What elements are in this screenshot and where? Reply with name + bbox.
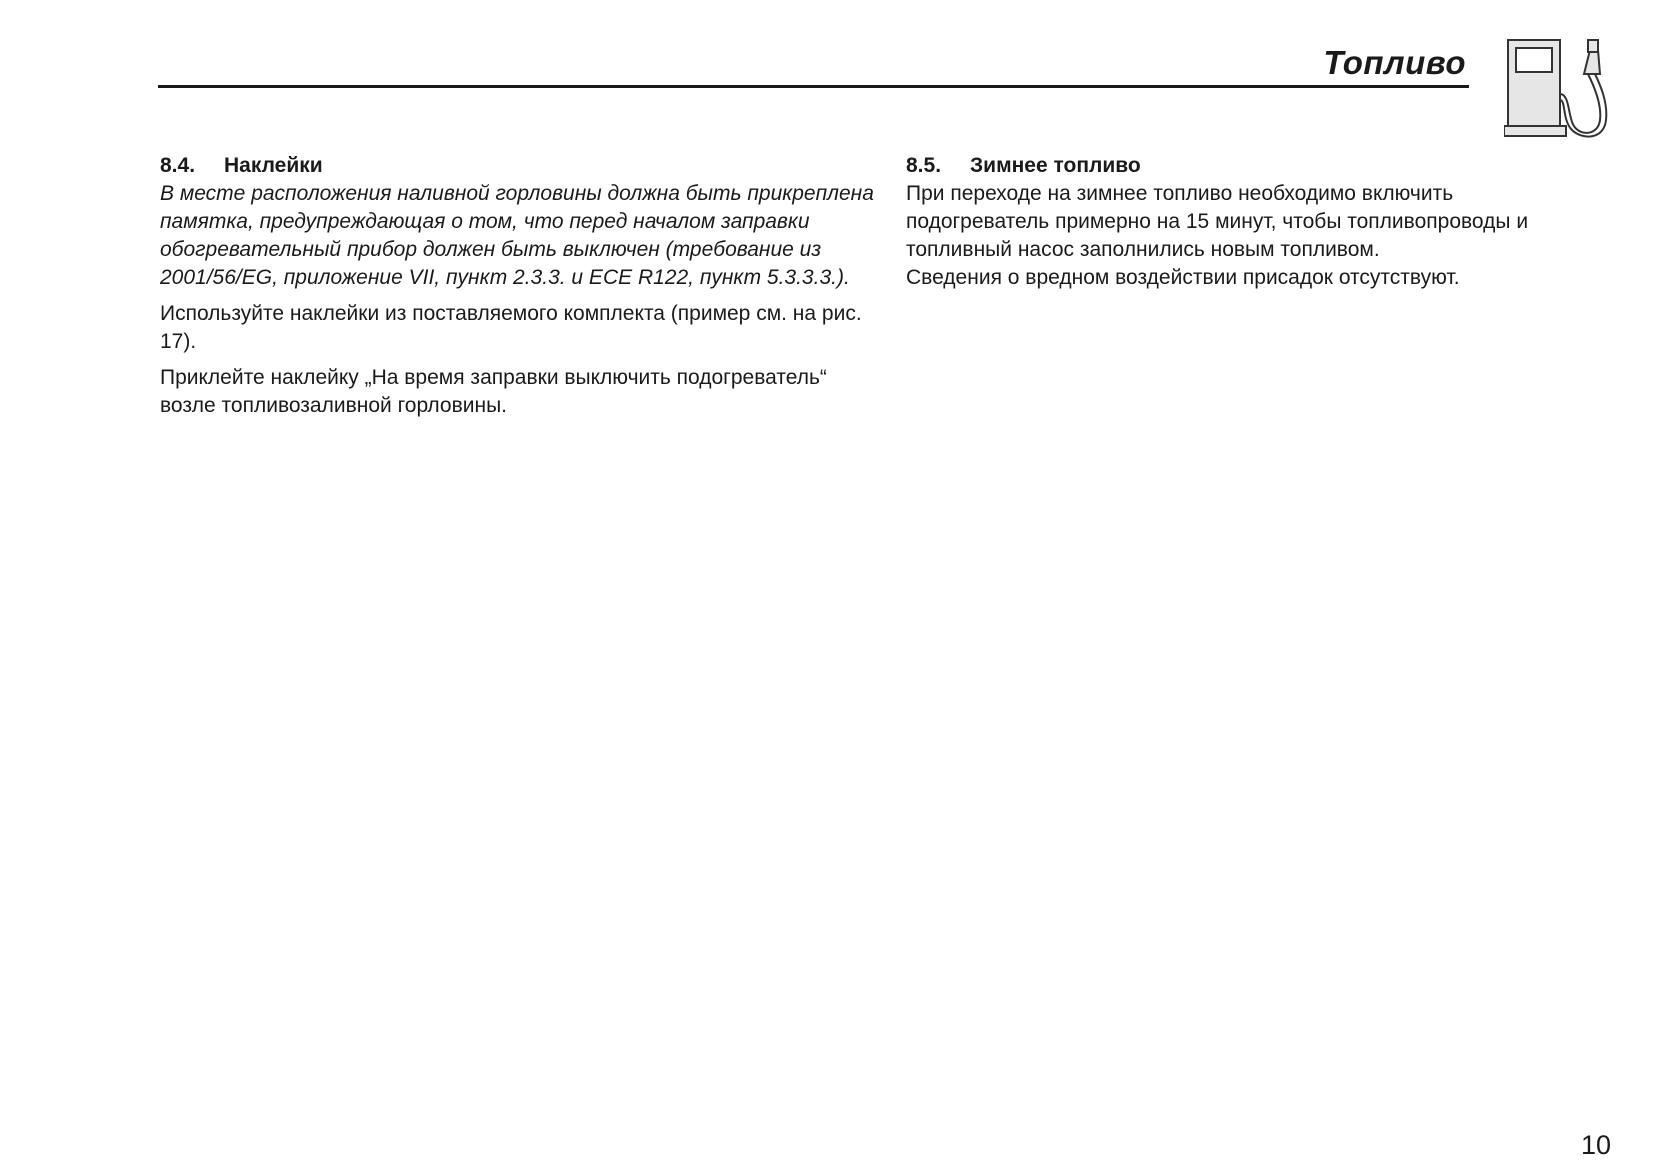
section-title: Наклейки <box>224 154 323 177</box>
page-number: 10 <box>1580 1130 1611 1160</box>
section-number: 8.4. <box>160 154 196 177</box>
section-heading <box>906 152 1596 180</box>
section-title: Зимнее топливо <box>970 154 1141 177</box>
fuel-pump-icon <box>1504 36 1614 140</box>
page-title: Топливо <box>1323 44 1466 81</box>
paragraph: Используйте наклейки из поставляемого комплекта (пример см. на рис. 17). <box>160 302 862 353</box>
paragraph: Сведения о вредном воздействии присадок отсутствуют. <box>906 266 1460 289</box>
section-winter-fuel <box>906 152 1596 292</box>
section-number: 8.5. <box>906 154 942 177</box>
section-stickers <box>160 152 880 428</box>
header-divider <box>158 85 1469 88</box>
section-heading <box>160 152 880 180</box>
paragraph-italic-note: В месте расположения наливной горловины должна быть прикреплена памятка, предупреждающая о том, что перед началом заправки обогревательный прибор должен быть выключен (требование из 2001/56/EG, приложение VII, пункт 2.3.3. и ECE R122, пункт 5.3.3.3.). <box>160 182 874 289</box>
paragraph: При переходе на зимнее топливо необходимо включить подогреватель примерно на 15 минут, чтобы топливопроводы и топливный насос заполнились новым топливом. <box>906 182 1529 261</box>
paragraph: Приклейте наклейку „На время заправки выключить подогреватель“ возле топливозаливной горловины. <box>160 366 827 417</box>
